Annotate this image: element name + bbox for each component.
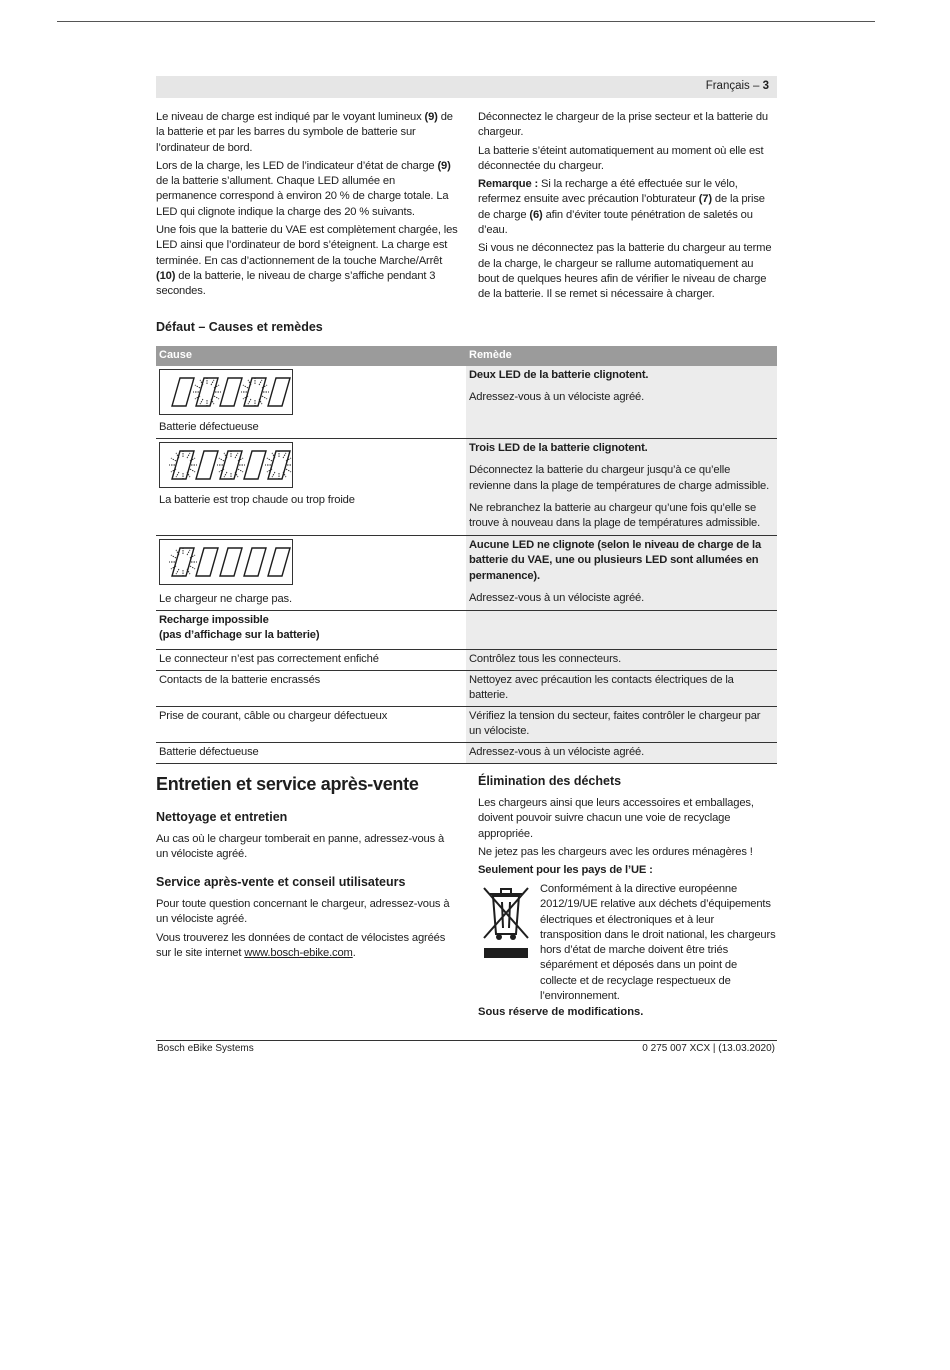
table-row [156, 743, 777, 764]
page-number: 3 [762, 80, 769, 92]
led-segment [196, 548, 218, 576]
recharge-title-line-2: (pas d’affichage sur la batterie) [159, 629, 320, 642]
led-segment [220, 548, 242, 576]
cleaning-text: Au cas où le chargeur tomberait en panne, adressez-vous à un vélociste agréé. [156, 833, 445, 861]
fault-section-heading: Défaut – Causes et remèdes [156, 320, 323, 334]
remede-title: Trois LED de la batterie clignotent. [469, 442, 648, 454]
text-run: Lors de la charge, les LED de l’indicateur d’état de charge [156, 159, 438, 172]
bold-run: (7) [698, 193, 712, 206]
paragraph [156, 223, 458, 299]
remede-title: Aucune LED ne clignote (selon le niveau de charge de la batterie du VAE, une ou plusieurs LED sont allumées en permanence). [469, 539, 762, 582]
led-segment [172, 451, 194, 479]
service-paragraph-2 [156, 931, 458, 962]
bold-run: Remarque : [478, 178, 539, 191]
paragraph [478, 241, 776, 302]
remede-text: Adressez-vous à un vélociste agréé. [469, 391, 645, 404]
text-run: afin d’éviter toute pénétration de saletés ou d’eau. [478, 208, 753, 237]
text-run: de la batterie et par les barres du symbole de batterie sur l’ordinateur de bord. [156, 111, 453, 154]
led-segment [244, 451, 266, 479]
cause-cell [156, 366, 466, 438]
led-segment [196, 451, 218, 479]
cause-text: Contacts de la batterie encrassés [156, 671, 466, 706]
service-paragraph-1: Pour toute question concernant le chargeur, adressez-vous à un vélociste agréé. [156, 898, 450, 926]
table-row [156, 439, 777, 536]
weee-text: Conformément à la directive européenne 2012/19/UE relative aux déchets d’équipements électriques et électroniques et à leur transposition dans le droit national, les chargeurs hors d’état de marche doivent être triés séparément et déposés dans un point de collecte et de recyclage respectueux de l’environnement. [540, 883, 776, 1003]
cause-text: La batterie est trop chaude ou trop froide [159, 494, 355, 506]
cause-text: Batterie défectueuse [159, 420, 259, 433]
page-header [706, 80, 769, 92]
maintenance-title: Entretien et service après-vente [156, 774, 419, 794]
bold-run: (6) [529, 208, 543, 221]
table-header [156, 346, 777, 366]
service-heading: Service après-vente et conseil utilisateurs [156, 875, 406, 889]
footer-reference: 0 275 007 XCX | (13.03.2020) [642, 1043, 775, 1054]
led-segment [172, 378, 194, 406]
paragraph [478, 177, 776, 238]
page-header-bar [156, 76, 777, 98]
text-run: Si la recharge a été effectuée sur le vélo, refermez ensuite avec précaution l’obturateur [478, 178, 738, 206]
cause-text: Prise de courant, câble ou chargeur défectueux [156, 707, 466, 742]
cause-cell [156, 536, 466, 610]
remede-cell [466, 439, 777, 535]
left-column-intro [156, 110, 458, 303]
paragraph [156, 159, 458, 220]
table-row [156, 536, 777, 611]
battery-led-two-blinking-illustration [159, 369, 293, 415]
battery-led-none-blinking-illustration [159, 539, 293, 585]
table-row [156, 366, 777, 439]
table-row [156, 611, 777, 650]
bosch-ebike-link[interactable]: www.bosch-ebike.com [244, 946, 353, 959]
text-run: de la batterie s’allument. Chaque LED allumée en permanence correspond à environ 20 % de charge totale. La LED qui clignote indique la charge des 20 % suivants. [156, 175, 449, 218]
battery-led-three-blinking-illustration [159, 442, 293, 488]
remede-text: Ne rebranchez la batterie au chargeur qu’une fois qu’elle se trouve à nouveau dans la plage de températures admissible. [469, 501, 761, 530]
remede-text: Nettoyez avec précaution les contacts électriques de la batterie. [466, 671, 777, 706]
cause-text: Batterie défectueuse [156, 743, 466, 763]
recharge-impossible-title [156, 611, 466, 649]
footer-rule [156, 1040, 777, 1041]
remede-text: Contrôlez tous les connecteurs. [466, 650, 777, 670]
weee-crossed-bin-icon [481, 880, 531, 962]
table-row [156, 707, 777, 743]
remede-cell [466, 536, 777, 610]
table-row [156, 650, 777, 671]
remede-title: Deux LED de la batterie clignotent. [469, 369, 649, 381]
remede-text: Déconnectez la batterie du chargeur jusqu’à ce qu’elle revienne dans la plage de températures de charge admissible. [469, 464, 770, 492]
top-rule [57, 21, 875, 22]
right-column-intro [478, 110, 776, 306]
remede-cell-empty [466, 611, 777, 649]
column-header-cause: Cause [159, 349, 193, 361]
text-run: Déconnectez le chargeur de la prise secteur et la batterie du chargeur. [478, 111, 768, 139]
fault-table [156, 346, 777, 764]
led-segment [244, 378, 266, 406]
remede-text: Vérifiez la tension du secteur, faites contrôler le chargeur par un vélociste. [466, 707, 777, 742]
led-segment [220, 378, 242, 406]
eu-only-label: Seulement pour les pays de l’UE : [478, 864, 653, 877]
disposal-text [478, 796, 776, 881]
led-segment [220, 451, 242, 479]
paragraph [156, 110, 458, 156]
table-row [156, 671, 777, 707]
header-language: Français [705, 80, 750, 92]
text-run: La batterie s’éteint automatiquement au moment où elle est déconnectée du chargeur. [478, 144, 764, 172]
remede-cell [466, 366, 777, 438]
recharge-title-line-1: Recharge impossible [159, 614, 269, 626]
text-run: de la batterie, le niveau de charge s’affiche pendant 3 secondes. [156, 269, 436, 298]
led-segment [268, 378, 290, 406]
disposal-heading: Élimination des déchets [478, 774, 622, 788]
reserve-notice: Sous réserve de modifications. [478, 1006, 644, 1018]
service-text [156, 897, 458, 964]
paragraph [478, 144, 776, 175]
bold-run: (9) [437, 159, 451, 172]
cause-cell [156, 439, 466, 535]
led-segment [268, 451, 290, 479]
cleaning-heading: Nettoyage et entretien [156, 810, 288, 824]
footer-company: Bosch eBike Systems [157, 1043, 254, 1054]
bold-run: (10) [156, 269, 176, 282]
cause-text: Le chargeur ne charge pas. [159, 592, 292, 605]
cause-text: Le connecteur n’est pas correctement enfiché [156, 650, 466, 670]
led-segment [196, 378, 218, 406]
column-header-remede: Remède [469, 349, 512, 361]
led-segment [268, 548, 290, 576]
disposal-paragraph-1: Les chargeurs ainsi que leurs accessoires et emballages, doivent pouvoir suivre chacun une voie de recyclage appropriée. [478, 797, 754, 840]
remede-text: Adressez-vous à un vélociste agréé. [469, 591, 645, 604]
remede-text: Adressez-vous à un vélociste agréé. [466, 743, 777, 763]
service-paragraph-2-text: Vous trouverez les données de contact de vélocistes agréés sur le site internet [156, 931, 446, 959]
text-run: de la prise de charge [478, 193, 765, 221]
text-run: Si vous ne déconnectez pas la batterie du chargeur au terme de la charge, le chargeur se rallume automatiquement au bout de quelques heures afin de vérifier le niveau de charge de la batterie. Il se remet si nécessaire à charger. [478, 242, 772, 301]
text-run: Une fois que la batterie du VAE est complètement chargée, les LED ainsi que l’ordinateur de bord s’éteignent. La charge est terminée. En cas d’actionnement de la touche Marche/Arrêt [156, 224, 458, 267]
service-paragraph-2-end: . [352, 946, 356, 959]
header-separator: – [749, 80, 763, 92]
bold-run: (9) [424, 111, 438, 123]
disposal-paragraph-2: Ne jetez pas les chargeurs avec les ordures ménagères ! [478, 845, 753, 858]
paragraph [478, 110, 776, 141]
text-run: Le niveau de charge est indiqué par le voyant lumineux [156, 111, 425, 123]
led-segment [172, 548, 194, 576]
led-segment [244, 548, 266, 576]
